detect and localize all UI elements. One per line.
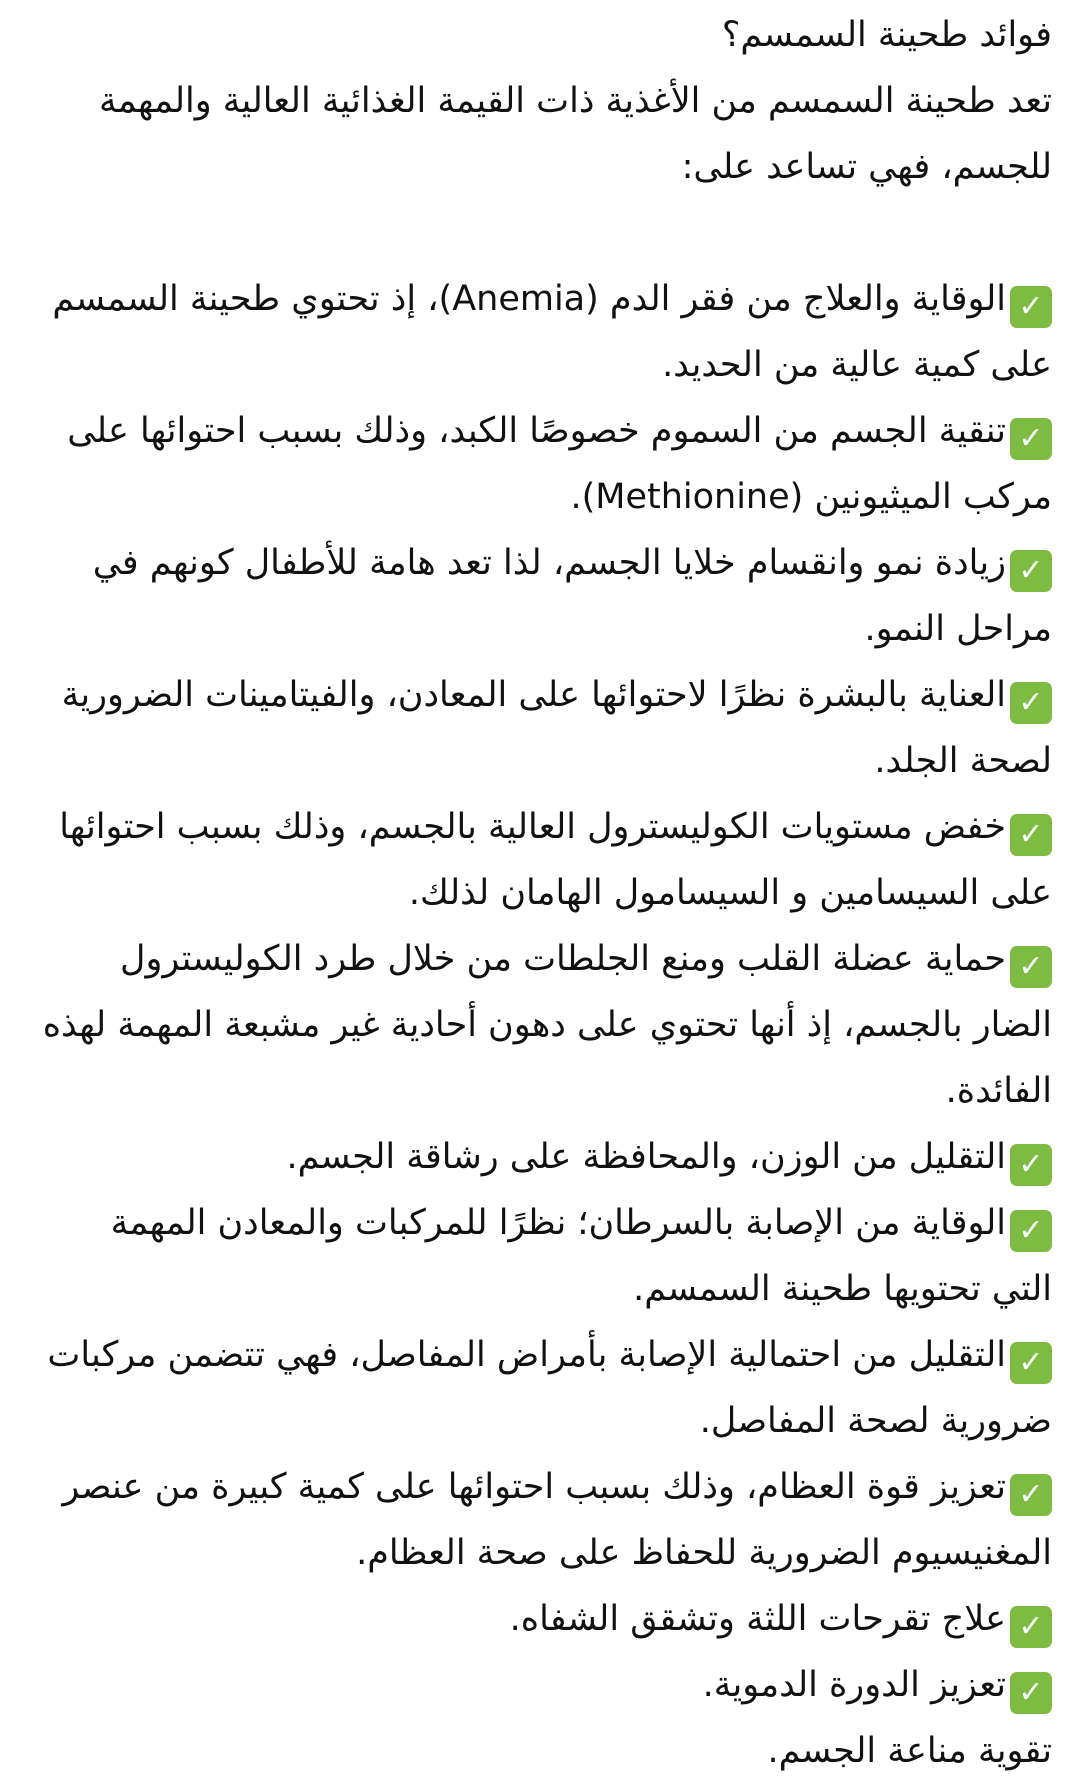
list-item [40,1454,1052,1586]
list-item-text: التقليل من الوزن، والمحافظة على رشاقة الجسم. [286,1137,1006,1177]
list-item [40,1586,1052,1652]
check-mark-icon: ✓ [1010,682,1052,724]
list-item-text: علاج تقرحات اللثة وتشقق الشفاه. [509,1599,1006,1639]
list-item-text: تنقية الجسم من السموم خصوصًا الكبد، وذلك بسبب احتوائها على مركب الميثيونين (Methionine). [67,411,1052,517]
check-mark-icon: ✓ [1010,418,1052,460]
check-mark-icon: ✓ [1010,1342,1052,1384]
check-mark-icon: ✓ [1010,550,1052,592]
spacer [40,200,1052,266]
list-item [40,530,1052,662]
list-item [40,1652,1052,1718]
check-mark-icon: ✓ [1010,814,1052,856]
list-item-text: حماية عضلة القلب ومنع الجلطات من خلال طرد الكوليسترول الضار بالجسم، إذ أنها تحتوي على دهون أحادية غير مشبعة المهمة لهذه الفائدة. [42,939,1052,1111]
check-mark-icon: ✓ [1010,1210,1052,1252]
list-item-text: تعزيز قوة العظام، وذلك بسبب احتوائها على كمية كبيرة من عنصر المغنيسيوم الضرورية للحفاظ على صحة العظام. [62,1467,1052,1573]
list-item-text: التقليل من احتمالية الإصابة بأمراض المفاصل، فهي تتضمن مركبات ضرورية لصحة المفاصل. [47,1335,1052,1441]
list-item-text: العناية بالبشرة نظرًا لاحتوائها على المعادن، والفيتامينات الضرورية لصحة الجلد. [61,675,1052,781]
check-mark-icon: ✓ [1010,1606,1052,1648]
list-item [40,1322,1052,1454]
list-item-text: زيادة نمو وانقسام خلايا الجسم، لذا تعد هامة للأطفال كونهم في مراحل النمو. [92,543,1052,649]
list-item [40,1124,1052,1190]
list-item-text: خفض مستويات الكوليسترول العالية بالجسم، وذلك بسبب احتوائها على السيسامين و السيسامول الهامان لذلك. [59,807,1052,913]
list-item-text: الوقاية والعلاج من فقر الدم (Anemia)، إذ تحتوي طحينة السمسم على كمية عالية من الحديد. [52,279,1052,385]
list-item-text: الوقاية من الإصابة بالسرطان؛ نظرًا للمركبات والمعادن المهمة التي تحتويها طحينة السمسم. [110,1203,1052,1309]
check-mark-icon: ✓ [1010,1474,1052,1516]
check-mark-icon: ✓ [1010,946,1052,988]
check-mark-icon: ✓ [1010,1144,1052,1186]
list-item-text: تعزيز الدورة الدموية. [702,1665,1006,1705]
check-mark-icon: ✓ [1010,1672,1052,1714]
list-item [40,398,1052,530]
check-mark-icon: ✓ [1010,286,1052,328]
benefits-list [40,266,1052,1718]
list-item [40,1190,1052,1322]
intro-paragraph: تعد طحينة السمسم من الأغذية ذات القيمة الغذائية العالية والمهمة للجسم، فهي تساعد على: [98,81,1052,187]
list-item [40,794,1052,926]
list-item [40,926,1052,1124]
list-item [40,266,1052,398]
closing-line: تقوية مناعة الجسم. [767,1731,1052,1771]
list-item [40,662,1052,794]
article-heading: فوائد طحينة السمسم؟ [721,15,1052,55]
